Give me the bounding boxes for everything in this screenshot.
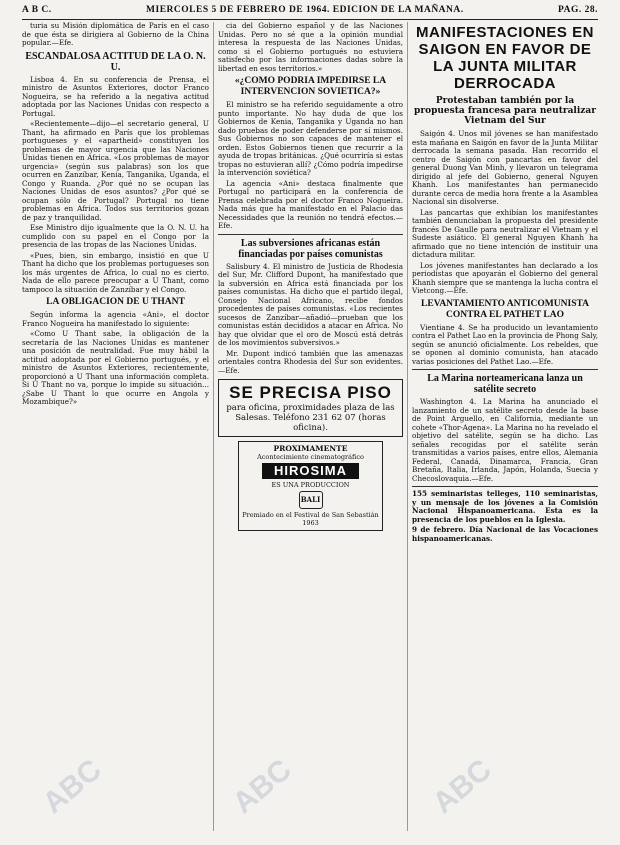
header-left: A B C. bbox=[22, 5, 52, 15]
watermark-mark: ABC bbox=[226, 753, 298, 821]
paragraph: Ese Ministro dijo igualmente que la O. N. U. ha cumplido con su papel en el Congo por la presencia de las tropas de las Naciones Unidas. bbox=[22, 223, 209, 249]
note-seminaristas: 155 seminaristas telleges, 110 seminaristas, y un mensaje de los jóvenes a la Comisión Nacional Hispanoamericana. Esta es la presencia de los pueblos en la Iglesia. bbox=[412, 489, 598, 524]
ad-title: SE PRECISA PISO bbox=[229, 383, 392, 402]
paragraph: Según informa la agencia «Ani», el doctor Franco Nogueira ha manifestado lo siguiente: bbox=[22, 310, 209, 328]
header-rule bbox=[22, 19, 598, 20]
separator bbox=[412, 369, 598, 370]
column-divider bbox=[407, 22, 408, 831]
paragraph: Lisboa 4. En su conferencia de Prensa, el ministro de Asuntos Exteriores, doctor Franco Nogueira, se ha referido a la negativa actitud adoptada por las Naciones Unidas con respecto a Portugal. bbox=[22, 74, 209, 118]
paragraph: cia del Gobierno español y de las Naciones Unidas. Pero no sé que a la opinión mundial interesa la respuesta de las Naciones Unidas, como si el Gobierno portugués no estuviera satisfecho por las informaciones dadas sobre la libertad en esos territorios.» bbox=[218, 22, 403, 73]
paragraph: turia su Misión diplomática de París en el caso de que ésta se dirigiera al Gobierno de la China popular.—Efe. bbox=[22, 22, 209, 47]
watermark-mark: ABC bbox=[426, 753, 498, 821]
cinema-sub: Acontecimiento cinematográfico bbox=[257, 453, 364, 461]
cinema-foot: Premiado en el Festival de San Sebastián 1963 bbox=[242, 511, 379, 527]
headline-escandalosa: ESCANDALOSA ACTITUD DE LA O. N. U. bbox=[25, 50, 206, 73]
paragraph: Saigón 4. Unos mil jóvenes se han manifestado esta mañana en Saigón en favor de la Junta Militar derrocada la semana pasada. Han recorrido el centro de Saigón con pancartas en favor del general Duong Van Minh, y llevaron un telegrama dirigido al jefe del Gobierno, general Nguyen Khanh. Los manifestantes han permanecido durante cerca de media hora frente a la Asamblea Nacional sin disolverse. bbox=[412, 129, 598, 206]
note-vocaciones: 9 de febrero. Día Nacional de las Vocaciones hispanoamericanas. bbox=[412, 525, 598, 543]
paragraph: «Como U Thant sabe, la obligación de la secretaría de las Naciones Unidas es mantener una posición de neutralidad. Fue muy hábil la actitud adoptada por el Gobierno portugués, y el ministro de Asuntos Exteriores, recientemente, proporcionó a U Thant una información completa. Si U Thant no va, porque lo impide su situación... ¿Sabe U Thant lo que ocurre en Angola y Mozambique?» bbox=[22, 329, 209, 406]
paragraph: El ministro se ha referido seguidamente a otro punto importante. No hay duda de que los Gobiernos de Kenia, Tanganika y Uganda no han dado pruebas de poder defenderse por sí mismos. Sus Gobiernos no son capaces de mantener el orden. Estos Gobiernos tienen que recurrir a la ayuda de tropas británicas. ¿Qué ocurriría si estas tropas no estuvieran allí? ¿Cómo podría impedirse la intervención soviética? bbox=[218, 100, 403, 177]
cinema-top: PROXIMAMENTE bbox=[273, 444, 348, 453]
cinema-tag: ES UNA PRODUCCION bbox=[271, 481, 350, 489]
paragraph: «Pues, bien, sin embargo, insistió en que U Thant ha dicho que los problemas portugueses son los más urgentes de Africa, lo cual no es cierto. Nada de ello parece preocupar a U Thant, como tampoco la situación de Zanzíbar y el Congo. bbox=[22, 250, 209, 294]
cinema-ad bbox=[238, 441, 383, 531]
subhead-intervencion: «¿COMO PODRIA IMPEDIRSE LA INTERVENCION SOVIETICA?» bbox=[234, 76, 387, 97]
column-1 bbox=[22, 22, 209, 831]
paragraph: Los jóvenes manifestantes han declarado a los periodistas que apoyarán el Gobierno del general Khanh siempre que se mantenga la lucha contra el Vietcong.—Efe. bbox=[412, 260, 598, 295]
paragraph: Salisbury 4. El ministro de Justicia de Rhodesia del Sur, Mr. Clifford Dupont, ha manifestado que la subversión en Africa está financiada por los países comunistas. Ha dicho que el partido ilegal, Consejo Nacional Africano, recibe fondos procedentes de países comunistas. «Los recientes sucesos de Zanzíbar—añadió—prueban que los comunistas están decididos a atacar en Africa. No hay que olvidar que el oro de Moscú está detrás de los movimientos subversivos.» bbox=[218, 261, 403, 347]
headline-satelite: La Marina norteamericana lanza un satélite secreto bbox=[427, 373, 583, 395]
subheadline-saigon: Protestaban también por la propuesta francesa para neutralizar Vietnam del Sur bbox=[414, 96, 596, 126]
paragraph: Vientiane 4. Se ha producido un levantamiento contra el Pathet Lao en la provincia de Phong Saly, según se anunció oficialmente. Los rebeldes, que se oponen al dominio comunista, han atacado varias posiciones del Pathet Lao.—Efe. bbox=[412, 322, 598, 366]
headline-subversiones: Las subversiones africanas están financiadas por países comunistas bbox=[238, 237, 383, 260]
watermark-mark: ABC bbox=[36, 753, 108, 821]
header-middle: MIERCOLES 5 DE FEBRERO DE 1964. EDICION DE LA MAÑANA. bbox=[146, 5, 464, 15]
separator bbox=[218, 234, 403, 235]
header-right: PAG. 28. bbox=[558, 5, 598, 15]
bali-logo: BALI bbox=[299, 491, 323, 509]
headline-saigon: MANIFESTACIONES EN SAIGON EN FAVOR DE LA JUNTA MILITAR DERROCADA bbox=[416, 24, 594, 92]
classified-ad bbox=[218, 379, 403, 437]
separator bbox=[412, 486, 598, 487]
paragraph: «Recientemente—dijo—el secretario general, U Thant, ha afirmado en París que los problemas portugueses y el «apartheid» constituyen los problemas de mayor urgencia que las Naciones Unidas tienen en Africa. «Los problemas de mayor urgencia» (según sus palabras) son los que ocurren en Zanzíbar, Kenia, Tanganika, Uganda, el Congo y Ruanda. ¿Por qué no se ocupan las Naciones Unidas de esos asuntos? ¿Por qué se ocupan sólo de Portugal? Portugal no tiene problemas en Africa. Todos sus territorios gozan de paz y tranquilidad. bbox=[22, 119, 209, 222]
column-2 bbox=[218, 22, 403, 831]
cinema-title: HIROSIMA bbox=[262, 463, 359, 479]
column-3 bbox=[412, 22, 598, 831]
subhead-obligacion: LA OBLIGACION DE U THANT bbox=[46, 297, 185, 307]
paragraph: La agencia «Ani» destaca finalmente que Portugal no participará en la conferencia de Prensa celebrada por el doctor Franco Nogueira. Nada más que ha manifestado en el Palacio das Necessidades que la reunión no tendrá efectos.—Efe. bbox=[218, 178, 403, 230]
paragraph: Washington 4. La Marina ha anunciado el lanzamiento de un satélite secreto desde la base de Point Arguello, en California, mediante un cohete «Thor-Agena». La Marina no ha revelado el objetivo del satélite, según se ha dicho. Las señales recogidas por el satélite serán transmitidas a varios países, entre ellos, Alemania Federal, Canadá, Dinamarca, Francia, Gran Bretaña, Italia, Irlanda, Japón, Holanda, Suecia y Checoslovaquia.—Efe. bbox=[412, 397, 598, 483]
page-header bbox=[22, 5, 598, 17]
column-divider bbox=[213, 22, 214, 831]
subhead-pathet-lao: LEVANTAMIENTO ANTICOMUNISTA CONTRA EL PATHET LAO bbox=[421, 298, 589, 320]
paragraph: Mr. Dupont indicó también que las amenazas orientales contra Rhodesia del Sur son evidentes.—Efe. bbox=[218, 348, 403, 375]
paragraph: Las pancartas que exhibían los manifestantes también denunciaban la propuesta del presidente francés De Gaulle para neutralizar el Vietnam y el Sudeste asiático. El general Nguyen Khanh ha afirmado que no tiene intención de instituir una dictadura militar. bbox=[412, 207, 598, 259]
ad-body: para oficina, proximidades plaza de las Salesas. Teléfono 231 62 07 (horas oficina). bbox=[226, 403, 395, 433]
